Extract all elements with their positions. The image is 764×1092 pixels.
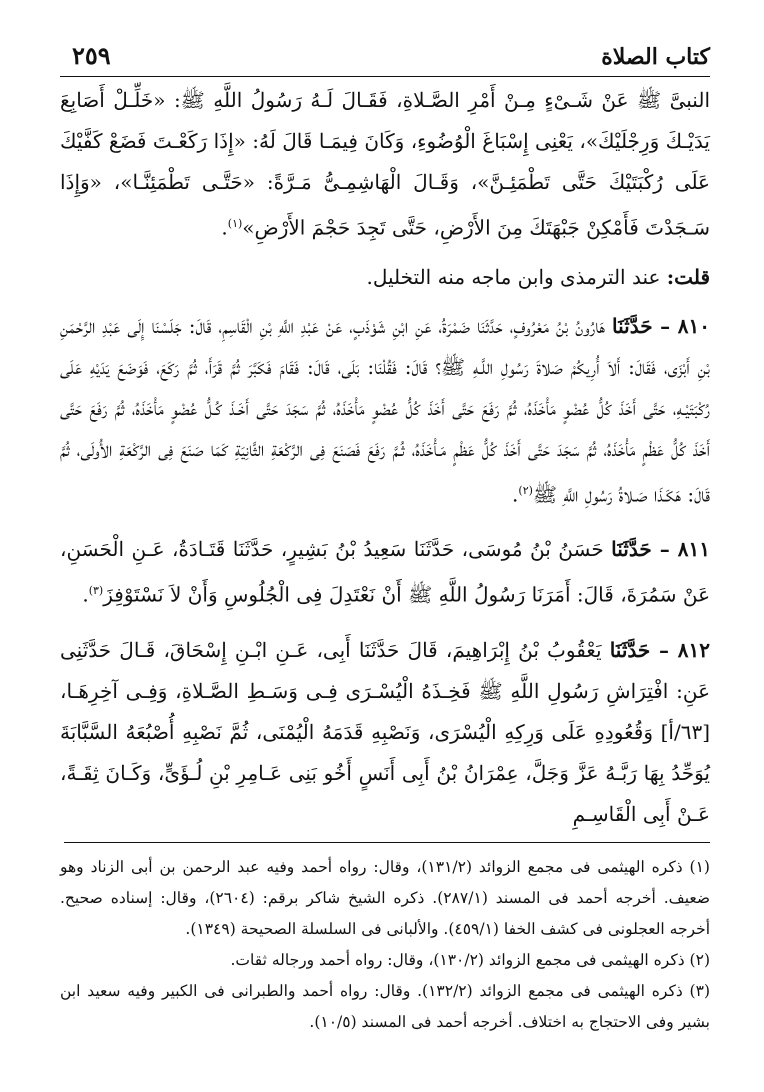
hadith-number: ٨١٢ – [659, 637, 710, 662]
footnote-ref: (٢) [518, 483, 533, 497]
footnote-ref: (١) [227, 217, 243, 230]
footnotes [60, 852, 710, 1038]
qult-note [60, 257, 710, 298]
haddathana: حَدَّثَنَا [612, 313, 661, 338]
main-text [60, 80, 710, 835]
hadith-text: هَارُونُ بْنُ مَعْرُوفٍ، حَدَّثَنَا ضَمْرَةُ، عَنِ ابْنِ شَوْذَبٍ، عَنْ عَبْدِ اللَّهِ بْنِ الْقَاسِمِ، قَالَ: جَلَسْنَا إِلَى عَبْدِ الرَّحْمَنِ بْنِ أَبْزَى، فَقَالَ: أَلاَ أُرِيكُمْ صَلاةَ رَسُولِ اللَّـهِ ﷺ؟ قَالَ: فَقُلْنَا: بَلَى، قَالَ: فَقَامَ فَكَبَّرَ ثُمَّ قَرَأَ، ثُمَّ رَكَعَ، فَوَضَعَ يَدَيْهِ عَلَى رُكْبَتَيْـهِ، حَتَّى أَخَذَ كُلُّ عُضْوٍ مَأْخَذَهُ، ثُمَّ رَفَعَ حَتَّى أَخَذَ كُلُّ عُضْوٍ مَأْخَذَهُ، ثُمَّ سَجَدَ حَتَّى أَخَـذَ كُـلُّ عُضْوٍ مَأْخَذَهُ، ثُمَّ رَفَعَ حَتَّى أَخَذَ كُلُّ عَظْمٍ مَأْخَذَهُ، ثُمَّ سَجَدَ حَتَّى أَخَذَ كُلُّ عَظْمٍ مَـأْخَذَهُ، ثُـمَّ رَفَعَ فَصَنَعَ فِى الرَّكْعَةِ الثَّانِيَةِ كَمَا صَنَعَ فِى الرَّكْعَةِ الأُولَى، ثُمَّ قَالَ: هَكَـذَا صَـلاةُ رَسُولِ اللَّهِ ﷺ [60, 313, 710, 507]
hadith-text: يَعْقُوبُ بْنُ إِبْرَاهِيمَ، قَالَ حَدَّثَنَا أَبِى، عَـنِ ابْـنِ إِسْحَاقَ، قَـالَ حَدَّثَنِى عَنِ: افْتِرَاشِ رَسُولِ اللَّهِ ﷺ فَخِـذَهُ الْيُسْـرَى فِـى وَسَـطِ الصَّـلاةِ، وَفِـى آخِرِهَـا، [٦٣/أ] وَقُعُودِهِ عَلَى وَرِكِهِ الْيُسْرَى، وَنَصْبِهِ قَدَمَهُ الْيُمْنَى، ثُمَّ نَصْبِهِ أُصْبُعَهُ السَّبَّابَةَ يُوَحِّدُ بِهَا رَبَّـهُ عَزَّ وَجَلَّ، عِمْرَانُ بْنُ أَبِى أَنَسٍ أَخُو بَنِى عَـامِرِ بْنِ لُـؤَىٍّ، وَكَـانَ ثِقَـةً، عَـنْ أَبِى الْقَاسِـمِ [60, 637, 710, 826]
hadith-811 [60, 529, 710, 616]
page-number: ٢٥٩ [72, 41, 111, 70]
paragraph-continuation [60, 80, 710, 249]
haddathana: حَدَّثَنَا [609, 637, 659, 662]
paragraph-end: . [82, 582, 89, 607]
hadith-number: ٨١٠ – [660, 313, 710, 338]
footnote-divider [64, 842, 710, 843]
hadith-812 [60, 630, 710, 835]
chapter-title: كتاب الصلاة [601, 44, 710, 70]
qult-text: عند الترمذى وابن ماجه منه التخليل. [366, 264, 667, 289]
page-header [60, 36, 710, 77]
footnote-1: (١) ذكره الهيثمى فى مجمع الزوائد (١٣١/٢)، وقال: رواه أحمد وفيه عبد الرحمن بن أبى الزناد وهو ضعيف. أخرجه أحمد فى المسند (٢٨٧/١). ذكره الشيخ شاكر برقم: (٢٦٠٤)، وقال: إسناده صحيح. أخرجه العجلونى فى كشف الخفا (٤٥٩/١). والألبانى فى السلسلة الصحيحة (١٣٤٩). [60, 858, 711, 938]
paragraph-end: . [221, 215, 228, 240]
hadith-text: حَسَنُ بْنُ مُوسَى، حَدَّثَنَا سَعِيدُ بْنُ بَشِيرٍ، حَدَّثَنَا قَتَـادَةُ، عَـنِ الْحَسَنِ، عَنْ سَمُرَةَ، قَالَ: أَمَرَنَا رَسُولُ اللَّهِ ﷺ أَنْ نَعْتَدِلَ فِى الْجُلُوسِ وَأَنْ لاَ نَسْتَوْفِزَ [60, 537, 710, 607]
haddathana: حَدَّثَنَا [611, 537, 660, 562]
footnote-3: (٣) ذكره الهيثمى فى مجمع الزوائد (١٣٢/٢). وقال: رواه أحمد والطبرانى فى الكبير وفيه سعيد ابن بشير وفى الاحتجاج به اختلاف. أخرجه أحمد فى المسند (١٠/٥). [60, 982, 710, 1031]
qult-label: قلت: [666, 264, 710, 289]
paragraph-text: النبىَّ ﷺ عَنْ شَـىْءٍ مِـنْ أَمْرِ الصَّـلاةِ، فَقَـالَ لَـهُ رَسُولُ اللَّهِ ﷺ: «خَلِّـلْ أَصَابِعَ يَدَيْـكَ وَرِجْلَيْكَ»، يَعْنِى إِسْبَاغَ الْوُضُوءِ، وَكَانَ فِيمَـا قَالَ لَهُ: «إِذَا رَكَعْـتَ فَضَعْ كَفَّيْكَ عَلَى رُكْبَتَيْكَ حَتَّى تَطْمَئِـنَّ»، وَقَـالَ الْهَاشِمِـىُّ مَـرَّةً: «حَتَّـى تَطْمَئِنَّـا»، «وَإِذَا سَـجَدْتَ فَأَمْكِنْ جَبْهَتَكَ مِنَ الأَرْضِ، حَتَّى تَجِدَ حَجْمَ الأَرْضِ» [60, 88, 710, 240]
hadith-810 [60, 306, 710, 516]
footnote-ref: (٣) [88, 584, 104, 598]
footnote-2: (٢) ذكره الهيثمى فى مجمع الزوائد (١٣٠/٢)، وقال: رواه أحمد ورجاله ثقات. [230, 951, 710, 969]
paragraph-end: . [512, 482, 519, 507]
hadith-number: ٨١١ – [659, 537, 710, 562]
